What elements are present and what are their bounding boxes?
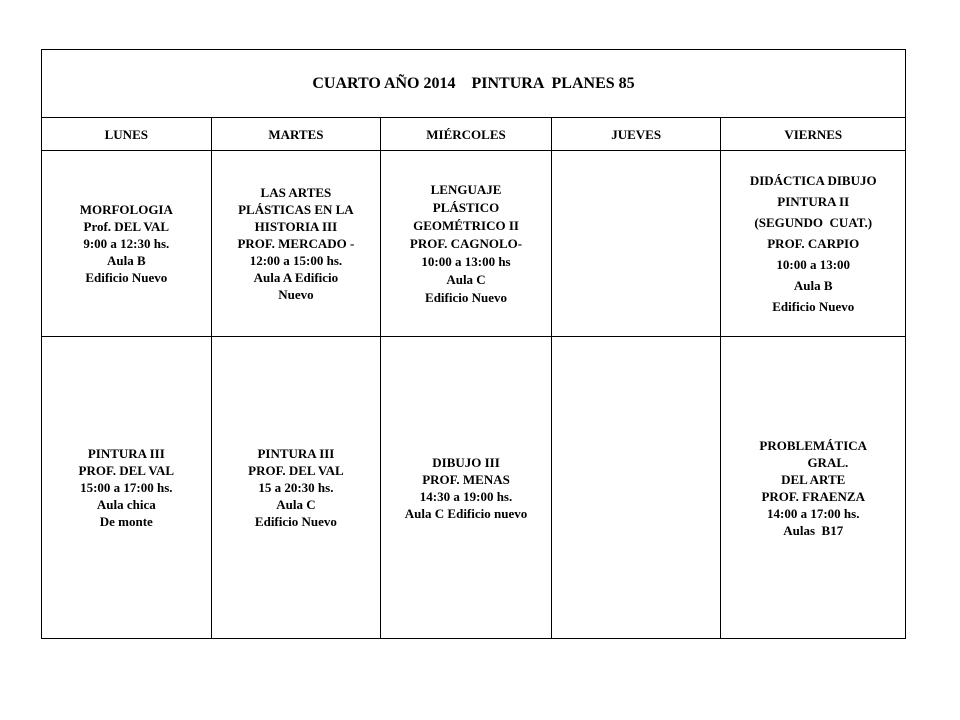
class-info-line: 15:00 a 17:00 hs. — [80, 480, 173, 495]
class-info-line: LENGUAJE — [430, 181, 502, 197]
class-info-line: 14:30 a 19:00 hs. — [419, 488, 513, 504]
class-info-line: MORFOLOGIA — [79, 202, 173, 217]
class-info-line: Edificio Nuevo — [85, 270, 168, 285]
schedule-row-morning — [42, 151, 905, 337]
class-info-line: PLÁSTICAS EN LA — [238, 202, 354, 217]
day-header-martes: MARTES — [212, 118, 382, 150]
class-info-line: DIDÁCTICA DIBUJO — [749, 173, 877, 188]
class-info-line: LAS ARTES — [260, 185, 332, 200]
class-info-line: PROF. DEL VAL — [78, 463, 175, 478]
class-info-line: Aula C Edificio nuevo — [404, 505, 528, 521]
day-header-viernes: VIERNES — [784, 126, 843, 142]
class-info-line: HISTORIA III — [254, 219, 338, 234]
class-info-line: De monte — [99, 514, 153, 529]
class-info-line: Aulas B17 — [783, 522, 844, 538]
class-info-line: Aula C — [446, 271, 486, 287]
class-cell-miercoles-1 — [381, 151, 552, 336]
class-info-line: Aula B — [793, 278, 833, 293]
day-header-lunes: LUNES — [42, 118, 212, 150]
schedule-title: CUARTO AÑO 2014 PINTURA PLANES 85 — [42, 50, 905, 118]
day-header-miercoles: MIÉRCOLES — [381, 118, 552, 150]
class-info-line: Nuevo — [278, 287, 314, 302]
class-info-line: 15 a 20:30 hs. — [258, 480, 334, 495]
class-info-line: Edificio Nuevo — [254, 514, 337, 529]
class-info-line: GEOMÉTRICO II — [413, 217, 519, 233]
class-info-line: Edificio Nuevo — [772, 299, 855, 314]
schedule-row-afternoon — [42, 337, 905, 638]
class-cell-jueves-2 — [552, 337, 722, 638]
class-cell-martes-2 — [212, 337, 382, 638]
class-info-line: PROF. CARPIO — [767, 236, 860, 251]
class-info-line: 10:00 a 13:00 hs — [421, 253, 511, 269]
class-info-line: DEL ARTE — [781, 471, 846, 487]
class-info-line: DIBUJO III — [432, 454, 500, 470]
class-info-line: PINTURA III — [87, 446, 165, 461]
class-info-line: Edificio Nuevo — [425, 289, 508, 305]
class-info-line: Aula B — [106, 253, 146, 268]
day-header-jueves: JUEVES — [552, 118, 722, 150]
class-cell-viernes-1 — [721, 151, 905, 336]
class-info-line: 12:00 a 15:00 hs. — [249, 253, 343, 268]
class-info-line: 10:00 a 13:00 — [776, 257, 851, 272]
schedule-table — [41, 49, 906, 639]
class-info-line: Aula C — [276, 497, 316, 512]
class-info-line: Aula chica — [96, 497, 156, 512]
class-info-line: PLÁSTICO — [432, 199, 500, 215]
class-info-line: (SEGUNDO CUAT.) — [754, 215, 873, 230]
class-cell-miercoles-2 — [381, 337, 552, 638]
class-info-line: Prof. DEL VAL — [83, 219, 170, 234]
class-info-line: GRAL. — [778, 454, 849, 470]
class-info-line: PROF. CAGNOLO- — [409, 235, 523, 251]
class-info-line: 14:00 a 17:00 hs. — [767, 505, 860, 521]
class-info-line: PROBLEMÁTICA — [759, 437, 868, 453]
day-header-row — [42, 118, 905, 151]
class-cell-martes-1 — [212, 151, 382, 336]
class-info-line: PROF. MENAS — [422, 471, 510, 487]
class-cell-jueves-1 — [552, 151, 722, 336]
class-info-line: PROF. DEL VAL — [248, 463, 344, 478]
class-cell-lunes-2 — [42, 337, 212, 638]
class-info-line: PROF. MERCADO - — [237, 236, 355, 251]
class-cell-viernes-2 — [721, 337, 905, 638]
class-info-line: Aula A Edificio — [253, 270, 339, 285]
class-info-line: PROF. FRAENZA — [761, 488, 865, 504]
class-info-line: PINTURA III — [257, 446, 335, 461]
class-info-line: 9:00 a 12:30 hs. — [83, 236, 170, 251]
class-info-line: PINTURA II — [777, 194, 850, 209]
class-cell-lunes-1 — [42, 151, 212, 336]
